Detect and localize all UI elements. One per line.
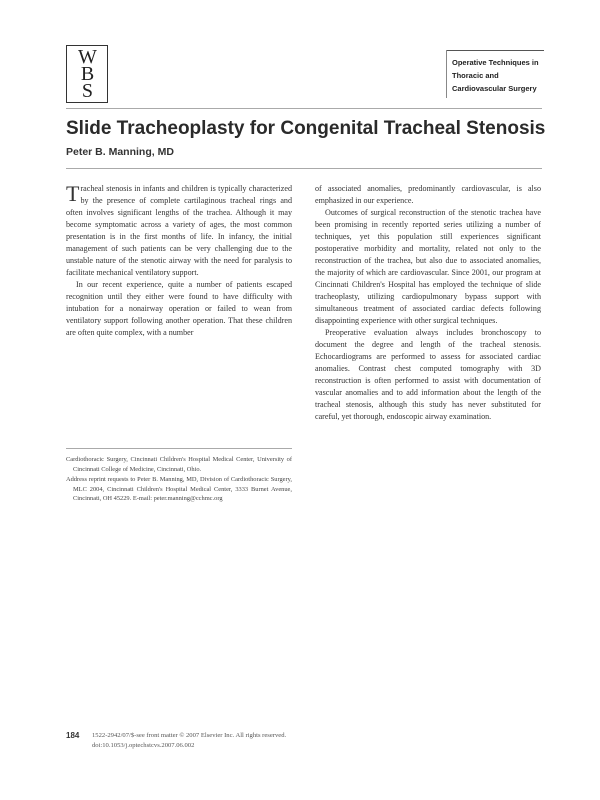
doi-line: doi:10.1053/j.optechstcvs.2007.06.002 [92,742,195,749]
footnote-address: Address reprint requests to Peter B. Manning, MD, Division of Cardiothoracic Surgery, MLC 2004, Cincinnati Children's Hospital Medical Center, 3333 Burnet Avenue, Cincinnati, OH 45229. E-mail: peter.manning@cchmc.org [66,476,292,502]
journal-line-1: Operative Techniques in [452,58,539,67]
copyright-line: 1522-2942/07/$-see front matter © 2007 Elsevier Inc. All rights reserved. [92,732,287,739]
drop-cap: T [66,181,80,206]
footnotes [66,455,292,505]
body-column-left [66,183,292,339]
body-paragraph-4: Outcomes of surgical reconstruction of the stenotic trachea have been promising in recently reported series utilizing a number of techniques, yet this population still experiences significant postoperative morbidity and mortality, related not only to the reconstruction of the trachea, but also due to associated anomalies, the majority of which are cardiovascular. Since 2001, our program at Cincinnati Children's Hospital has employed the technique of slide tracheoplasty, utilizing cardiopulmonary bypass support with simultaneous treatment of associated cardiac defects following disappointing experience with other surgical techniques. [315,208,541,325]
journal-side-rule [446,50,447,98]
author-divider [66,168,542,169]
journal-top-rule [446,50,544,51]
body-paragraph-3: of associated anomalies, predominantly cardiovascular, is also emphasized in our experience. [315,184,541,205]
footnote-affiliation: Cardiothoracic Surgery, Cincinnati Children's Hospital Medical Center, University of Cincinnati College of Medicine, Cincinnati, Ohio. [66,456,292,473]
body-paragraph-2: In our recent experience, quite a number of patients escaped recognition until they either were found to have difficulty with intubation for a nonairway operation or failed to wean from ventilatory support following another operation. That these children are often quite complex, with a number [66,280,292,337]
title-divider [66,108,542,109]
page-number: 184 [66,731,80,740]
logo-letter-s: S [81,79,93,102]
body-paragraph-1 [66,183,292,279]
journal-name [452,56,542,95]
journal-line-2: Thoracic and [452,71,499,80]
body-column-right [315,183,541,423]
logo-letter-b: B [80,62,94,85]
logo-letter-w: W [78,45,96,68]
body-paragraph-1-text: racheal stenosis in infants and children is typically characterized by the presence of complete cartilaginous tracheal rings and often involves significant lengths of the trachea. Although it may become symptomatic across a variety of ages, the most common presentation is in the first months of life. In infancy, the initial management of such patients can be very challenging due to the unstable nature of the stenotic airway with the need for paralysis to facilitate mechanical ventilatory support. [66,184,292,277]
body-paragraph-5: Preoperative evaluation always includes bronchoscopy to document the degree and length of the tracheal stenosis. Echocardiograms are performed to assess for associated cardiac anomalies. Contrast chest computed tomography with 3D reconstruction is often performed to assist with documentation of vascular anomalies and to add information about the length of the tracheal stenosis, although this study has never substituted for careful, yet thorough, endoscopic airway examination. [315,328,541,421]
footnote-divider [66,448,292,449]
copyright-footer [92,731,286,751]
journal-line-3: Cardiovascular Surgery [452,84,537,93]
article-author: Peter B. Manning, MD [66,146,174,158]
publisher-logo [66,45,108,103]
article-title: Slide Tracheoplasty for Congenital Tracheal Stenosis [66,118,546,139]
